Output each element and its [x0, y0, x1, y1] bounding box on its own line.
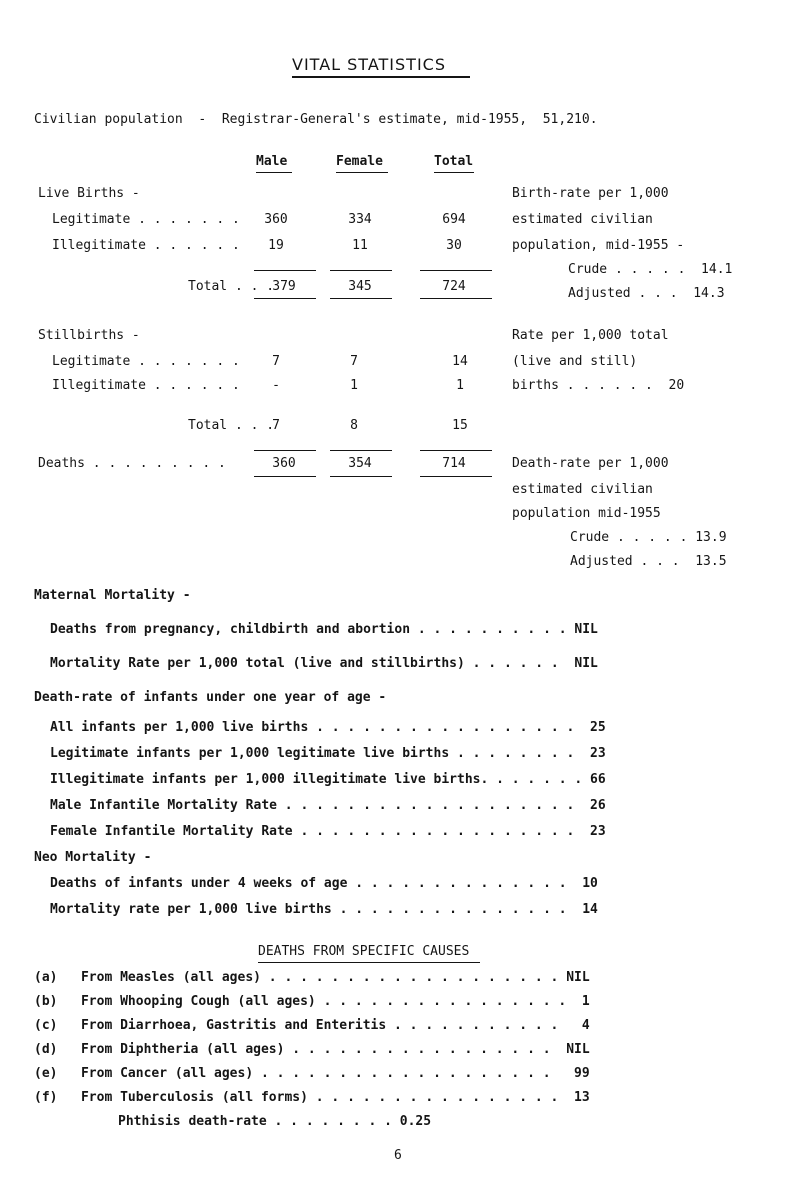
birth-rate-line-3: population, mid-1955 - [512, 238, 685, 253]
infant-heading: Death-rate of infants under one year of age - [34, 690, 387, 705]
still-total-label: Total . . . [188, 418, 275, 433]
deaths-rule-female-bottom [330, 476, 392, 477]
col-male: Male [256, 154, 288, 169]
cause-f: (f) From Tuberculosis (all forms) . . . . . . . . . . . . . . . . 13 [34, 1090, 590, 1105]
cause-a: (a) From Measles (all ages) . . . . . . . . . . . . . . . . . . . NIL [34, 970, 590, 985]
still-total-female: 8 [350, 418, 358, 433]
maternal-line-2: Mortality Rate per 1,000 total (live and stillbirths) . . . . . . NIL [50, 656, 598, 671]
maternal-heading: Maternal Mortality - [34, 588, 191, 603]
col-female-underline [336, 172, 388, 173]
maternal-line-1: Deaths from pregnancy, childbirth and abortion . . . . . . . . . . NIL [50, 622, 598, 637]
live-rule-male-top [254, 270, 316, 271]
deaths-total: 714 [442, 456, 466, 471]
page-title: VITAL STATISTICS [292, 55, 446, 74]
still-illegit-female: 1 [350, 378, 358, 393]
still-illegit-male: - [272, 378, 280, 393]
live-rule-total-bottom [420, 298, 492, 299]
still-rate-line-1: Rate per 1,000 total [512, 328, 669, 343]
still-illegit-label: Illegitimate . . . . . . [52, 378, 240, 393]
live-illegit-total: 30 [446, 238, 462, 253]
still-rate-value: births . . . . . . 20 [512, 378, 685, 393]
live-rule-male-bottom [254, 298, 316, 299]
live-total-total: 724 [442, 279, 466, 294]
deaths-rule-total-top [420, 450, 492, 451]
death-rate-line-1: Death-rate per 1,000 [512, 456, 669, 471]
still-total-male: 7 [272, 418, 280, 433]
deaths-rule-total-bottom [420, 476, 492, 477]
page-number: 6 [394, 1148, 402, 1163]
title-underline [292, 76, 470, 78]
infant-row-4: Male Infantile Mortality Rate . . . . . . . . . . . . . . . . . . . 26 [50, 798, 606, 813]
live-total-male: 379 [272, 279, 296, 294]
deaths-rule-male-top [254, 450, 316, 451]
infant-row-5: Female Infantile Mortality Rate . . . . . . . . . . . . . . . . . . 23 [50, 824, 606, 839]
cause-c: (c) From Diarrhoea, Gastritis and Enteritis . . . . . . . . . . . 4 [34, 1018, 590, 1033]
live-rule-total-top [420, 270, 492, 271]
deaths-female: 354 [348, 456, 372, 471]
still-legit-label: Legitimate . . . . . . . [52, 354, 240, 369]
causes-heading: DEATHS FROM SPECIFIC CAUSES [258, 944, 470, 959]
infant-row-1: All infants per 1,000 live births . . . . . . . . . . . . . . . . . 25 [50, 720, 606, 735]
live-legit-label: Legitimate . . . . . . . [52, 212, 240, 227]
population-line: Civilian population - Registrar-General's estimate, mid-1955, 51,210. [34, 112, 598, 127]
neo-heading: Neo Mortality - [34, 850, 152, 865]
live-legit-female: 334 [348, 212, 372, 227]
infant-row-3: Illegitimate infants per 1,000 illegitimate live births. . . . . . . 66 [50, 772, 606, 787]
col-female: Female [336, 154, 383, 169]
col-total-underline [434, 172, 474, 173]
neo-row-1: Deaths of infants under 4 weeks of age . . . . . . . . . . . . . . 10 [50, 876, 598, 891]
live-illegit-male: 19 [268, 238, 284, 253]
still-rate-line-2: (live and still) [512, 354, 638, 369]
death-rate-adjusted: Adjusted . . . 13.5 [570, 554, 727, 569]
birth-rate-crude: Crude . . . . . 14.1 [568, 262, 733, 277]
deaths-rule-male-bottom [254, 476, 316, 477]
deaths-male: 360 [272, 456, 296, 471]
cause-e: (e) From Cancer (all ages) . . . . . . . . . . . . . . . . . . . 99 [34, 1066, 590, 1081]
col-total: Total [434, 154, 474, 169]
stillbirths-heading: Stillbirths - [38, 328, 140, 343]
live-rule-female-top [330, 270, 392, 271]
neo-row-2: Mortality rate per 1,000 live births . . . . . . . . . . . . . . . 14 [50, 902, 598, 917]
still-legit-female: 7 [350, 354, 358, 369]
live-legit-total: 694 [442, 212, 466, 227]
still-illegit-total: 1 [456, 378, 464, 393]
death-rate-line-2: estimated civilian [512, 482, 653, 497]
cause-b: (b) From Whooping Cough (all ages) . . . . . . . . . . . . . . . . 1 [34, 994, 590, 1009]
causes-heading-underline [258, 962, 480, 963]
deaths-label: Deaths . . . . . . . . . [38, 456, 226, 471]
death-rate-crude: Crude . . . . . 13.9 [570, 530, 727, 545]
live-rule-female-bottom [330, 298, 392, 299]
infant-row-2: Legitimate infants per 1,000 legitimate live births . . . . . . . . 23 [50, 746, 606, 761]
live-births-heading: Live Births - [38, 186, 140, 201]
birth-rate-line-1: Birth-rate per 1,000 [512, 186, 669, 201]
still-total-total: 15 [452, 418, 468, 433]
deaths-rule-female-top [330, 450, 392, 451]
live-total-label: Total . . . [188, 279, 275, 294]
cause-d: (d) From Diphtheria (all ages) . . . . . . . . . . . . . . . . . NIL [34, 1042, 590, 1057]
live-illegit-female: 11 [352, 238, 368, 253]
col-male-underline [256, 172, 292, 173]
live-illegit-label: Illegitimate . . . . . . [52, 238, 240, 253]
birth-rate-adjusted: Adjusted . . . 14.3 [568, 286, 725, 301]
birth-rate-line-2: estimated civilian [512, 212, 653, 227]
still-legit-total: 14 [452, 354, 468, 369]
live-legit-male: 360 [264, 212, 288, 227]
still-legit-male: 7 [272, 354, 280, 369]
live-total-female: 345 [348, 279, 372, 294]
phthisis-rate: Phthisis death-rate . . . . . . . . 0.25 [118, 1114, 432, 1129]
death-rate-line-3: population mid-1955 [512, 506, 661, 521]
